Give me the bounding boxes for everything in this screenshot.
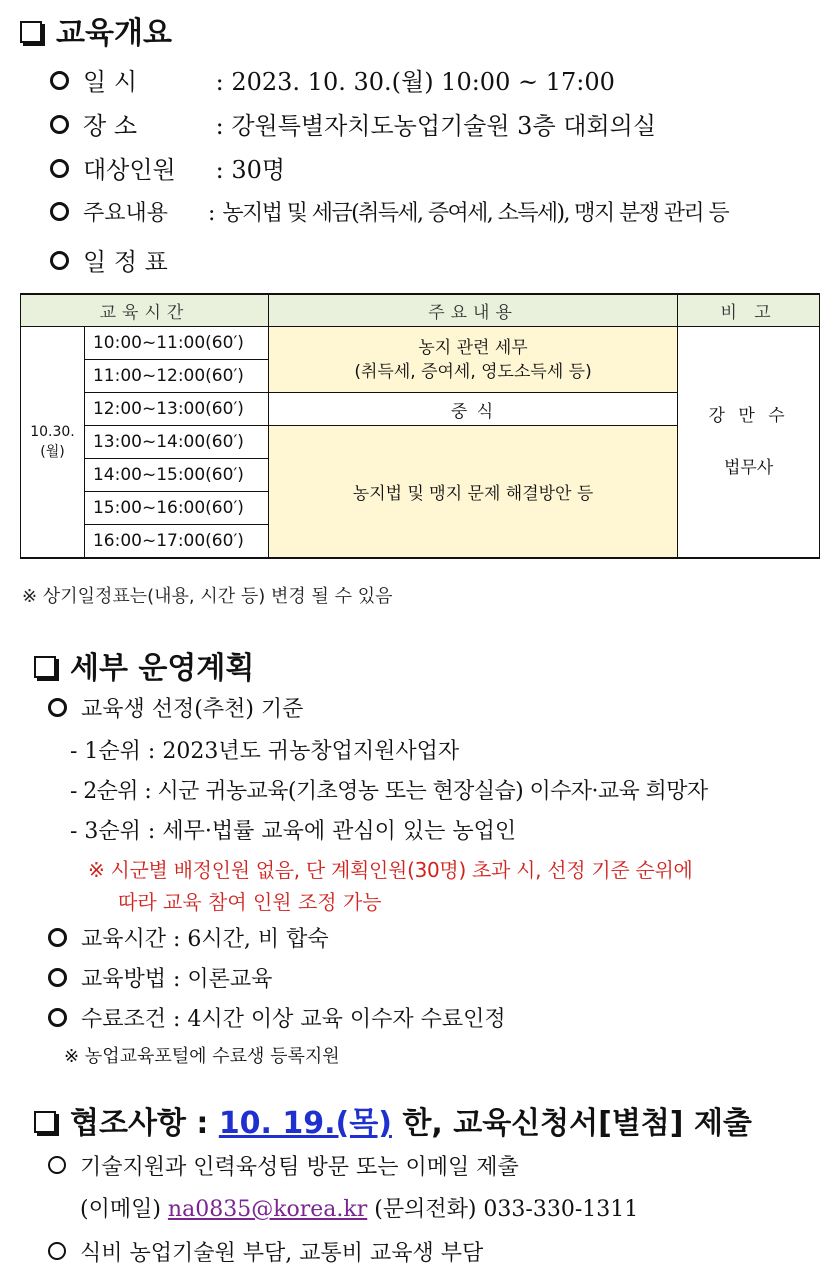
schedule-note: ※ 상기일정표는(내용, 시간 등) 변경 될 수 있음 <box>22 586 393 607</box>
bullet-circle-icon <box>48 968 67 987</box>
bullet-circle-icon <box>50 251 69 270</box>
bullet-circle-icon <box>48 698 67 717</box>
rank-3: - 3순위 : 세무·법률 교육에 관심이 있는 농업인 <box>70 819 517 844</box>
plan-selection-title-text: 교육생 선정(추천) 기준 <box>81 697 304 722</box>
content-cell-law: 농지법 및 맹지 문제 해결방안 등 <box>268 426 677 559</box>
cooperation-contact <box>80 1192 638 1223</box>
content-tax-line1: 농지 관련 세무 <box>418 337 528 358</box>
cooperation-heading <box>34 1098 752 1142</box>
overview-item-date: 일 시 : 2023. 10. 30.(월) 10:00 ~ 17:00 <box>50 62 615 97</box>
plan-heading <box>34 643 254 687</box>
date-line1: 10.30. <box>30 424 75 440</box>
cooperation-item-1-text: 기술지원과 인력육성팀 방문 또는 이메일 제출 <box>80 1155 519 1180</box>
bullet-circle-icon <box>48 928 67 947</box>
overview-item-value: 농지법 및 세금(취득세, 증여세, 소득세), 맹지 분쟁 관리 등 <box>222 201 729 226</box>
portal-note: ※ 농업교육포털에 수료생 등록지원 <box>64 1046 340 1067</box>
email-link[interactable]: na0835@korea.kr <box>167 1197 368 1222</box>
date-cell <box>21 327 85 559</box>
overview-item-value: 강원특별자치도농업기술원 3층 대회의실 <box>231 112 656 140</box>
plan-completion <box>48 1002 506 1033</box>
content-tax-line2: (취득세, 증여세, 영도소득세 등) <box>354 361 592 382</box>
time-cell: 10:00~11:00(60′) <box>84 327 268 360</box>
overview-item-target: 대상인원 : 30명 <box>50 150 285 185</box>
plan-method <box>48 962 272 993</box>
table-row <box>21 327 820 360</box>
overview-item-value: 2023. 10. 30.(월) 10:00 ~ 17:00 <box>231 68 615 96</box>
content-cell-tax <box>268 327 677 393</box>
time-cell: 11:00~12:00(60′) <box>84 360 268 393</box>
instructor-name: 강 만 수 <box>708 406 789 426</box>
schedule-table <box>20 293 820 559</box>
time-cell: 16:00~17:00(60′) <box>84 525 268 559</box>
overview-item-label: 장 소 <box>83 112 137 140</box>
instructor-cell <box>678 327 820 559</box>
red-note-line1: ※ 시군별 배정인원 없음, 단 계획인원(30명) 초과 시, 선정 기준 순위에 <box>88 858 693 882</box>
time-cell: 13:00~14:00(60′) <box>84 426 268 459</box>
rank-2: - 2순위 : 시군 귀농교육(기초영농 또는 현장실습) 이수자·교육 희망자 <box>70 779 708 804</box>
cooperation-heading-suffix: 한, 교육신청서[별첨] 제출 <box>391 1106 752 1141</box>
cooperation-item-2 <box>48 1236 483 1267</box>
overview-heading-text: 교육개요 <box>56 16 172 51</box>
plan-hours-text: 교육시간 : 6시간, 비 합숙 <box>81 927 329 952</box>
email-label: (이메일) <box>80 1197 168 1222</box>
plan-completion-text: 수료조건 : 4시간 이상 교육 이수자 수료인정 <box>81 1007 506 1032</box>
overview-item-label: 주요내용 <box>83 201 169 226</box>
plan-method-text: 교육방법 : 이론교육 <box>81 967 273 992</box>
overview-item-label: 대상인원 <box>83 156 176 184</box>
time-cell: 15:00~16:00(60′) <box>84 492 268 525</box>
rank-1: - 1순위 : 2023년도 귀농창업지원사업자 <box>70 739 460 764</box>
overview-item-label: 일 정 표 <box>83 248 168 276</box>
time-cell: 14:00~15:00(60′) <box>84 459 268 492</box>
instructor-title: 법무사 <box>723 458 774 478</box>
cooperation-heading-prefix: 협조사항 : <box>70 1106 219 1141</box>
cooperation-deadline: 10. 19.(목) <box>218 1106 392 1141</box>
header-content: 주요내용 <box>268 294 677 327</box>
overview-heading <box>20 8 172 52</box>
bullet-circle-icon <box>50 159 69 178</box>
bullet-circle-icon <box>48 1008 67 1027</box>
header-time: 교육시간 <box>21 294 269 327</box>
header-note: 비 고 <box>678 294 820 327</box>
plan-selection-title <box>48 692 303 723</box>
bullet-circle-icon <box>48 1156 66 1174</box>
cooperation-item-1 <box>48 1150 519 1181</box>
date-line2: (월) <box>40 444 65 460</box>
checkbox-square-icon <box>34 1111 56 1133</box>
cooperation-item-2-text: 식비 농업기술원 부담, 교통비 교육생 부담 <box>80 1241 484 1266</box>
phone-text: (문의전화) 033-330-1311 <box>367 1197 639 1222</box>
bullet-circle-icon <box>50 115 69 134</box>
bullet-circle-icon <box>48 1242 66 1260</box>
overview-item-schedule <box>50 242 168 277</box>
red-note-line2: 따라 교육 참여 인원 조정 가능 <box>118 890 382 914</box>
table-header-row <box>21 294 820 327</box>
time-cell: 12:00~13:00(60′) <box>84 393 268 426</box>
overview-item-label: 일 시 <box>83 68 137 96</box>
overview-item-content: 주요내용 : 농지법 및 세금(취득세, 증여세, 소득세), 맹지 분쟁 관리 등 <box>50 196 728 227</box>
plan-heading-text: 세부 운영계획 <box>70 651 255 686</box>
bullet-circle-icon <box>50 202 69 221</box>
bullet-circle-icon <box>50 71 69 90</box>
checkbox-square-icon <box>34 656 56 678</box>
plan-hours <box>48 922 329 953</box>
overview-item-place: 장 소 : 강원특별자치도농업기술원 3층 대회의실 <box>50 106 656 141</box>
checkbox-square-icon <box>20 21 42 43</box>
content-cell-lunch: 중 식 <box>268 393 677 426</box>
overview-item-value: 30명 <box>231 156 286 184</box>
